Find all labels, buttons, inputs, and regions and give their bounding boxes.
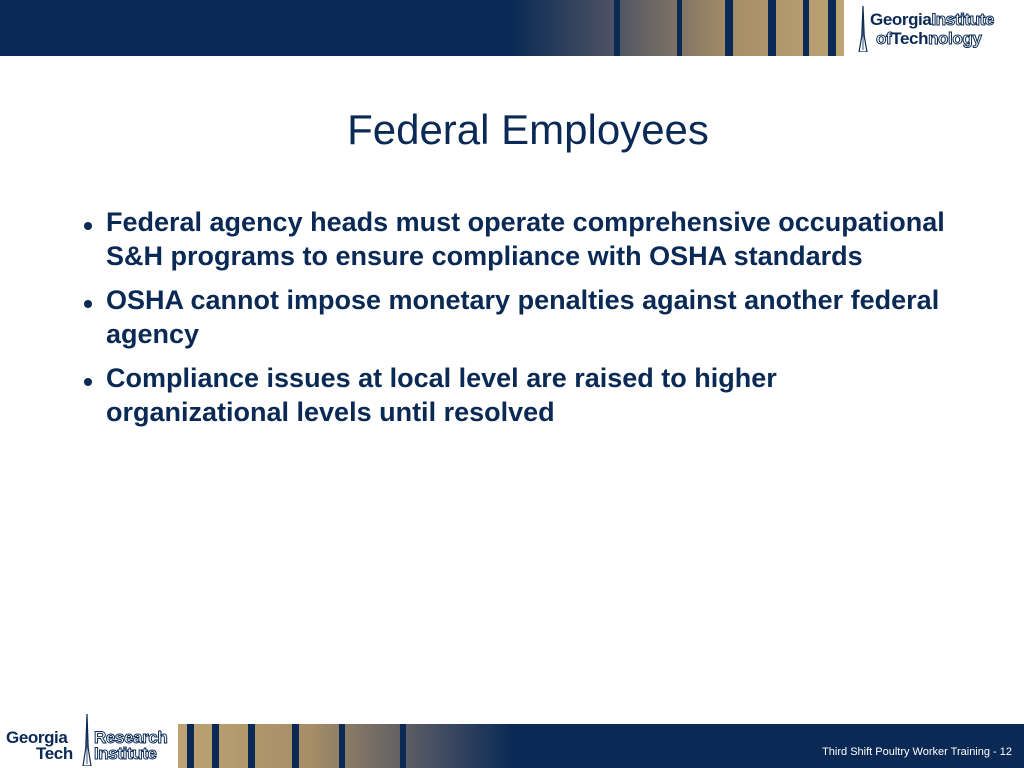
bullet-text: Compliance issues at local level are raised to higher organizational levels until resolved xyxy=(106,363,777,427)
bullet-item xyxy=(78,283,958,351)
bottom-banner-stripe xyxy=(248,724,255,768)
spire-icon xyxy=(82,714,92,766)
top-banner-stripe xyxy=(725,0,733,56)
bullet-dot-icon xyxy=(84,300,92,308)
gtri-logo-tech: Tech xyxy=(36,744,73,763)
top-banner-stripe xyxy=(677,0,682,56)
bullet-list xyxy=(78,205,958,439)
top-banner xyxy=(0,0,1024,56)
gtri-logo-research: Research xyxy=(94,728,168,747)
gtri-logo-institute: Institute xyxy=(94,744,157,763)
top-banner-stripe xyxy=(803,0,809,56)
footer-text: Third Shift Poultry Worker Training - 12 xyxy=(822,746,1012,758)
bottom-banner-stripe xyxy=(212,724,219,768)
bottom-banner-stripe xyxy=(339,724,345,768)
top-banner-stripe xyxy=(768,0,776,56)
bottom-banner-stripe xyxy=(400,724,406,768)
top-banner-stripe xyxy=(614,0,620,56)
top-banner-navy-block xyxy=(0,0,512,56)
gtri-logo xyxy=(4,714,176,766)
bullet-dot-icon xyxy=(84,378,92,386)
bullet-item xyxy=(78,205,958,273)
spire-icon xyxy=(858,6,868,52)
bottom-banner-stripe xyxy=(292,724,299,768)
bullet-dot-icon xyxy=(84,222,92,230)
bullet-text: Federal agency heads must operate comprehensive occupational S&H programs to ensure compliance with OSHA standards xyxy=(106,207,945,271)
top-banner-stripe xyxy=(828,0,836,56)
logo-line-2: ofTechnology xyxy=(876,29,982,48)
georgia-tech-logo xyxy=(858,6,1018,50)
bullet-text: OSHA cannot impose monetary penalties against another federal agency xyxy=(106,285,940,349)
gtri-logo-georgia: Georgia xyxy=(6,728,68,747)
logo-line-1: GeorgiaInstitute xyxy=(870,10,994,29)
bottom-banner-stripe xyxy=(187,724,194,768)
slide-title: Federal Employees xyxy=(347,106,709,153)
bullet-item xyxy=(78,361,958,429)
bottom-banner-gradient xyxy=(178,724,512,768)
